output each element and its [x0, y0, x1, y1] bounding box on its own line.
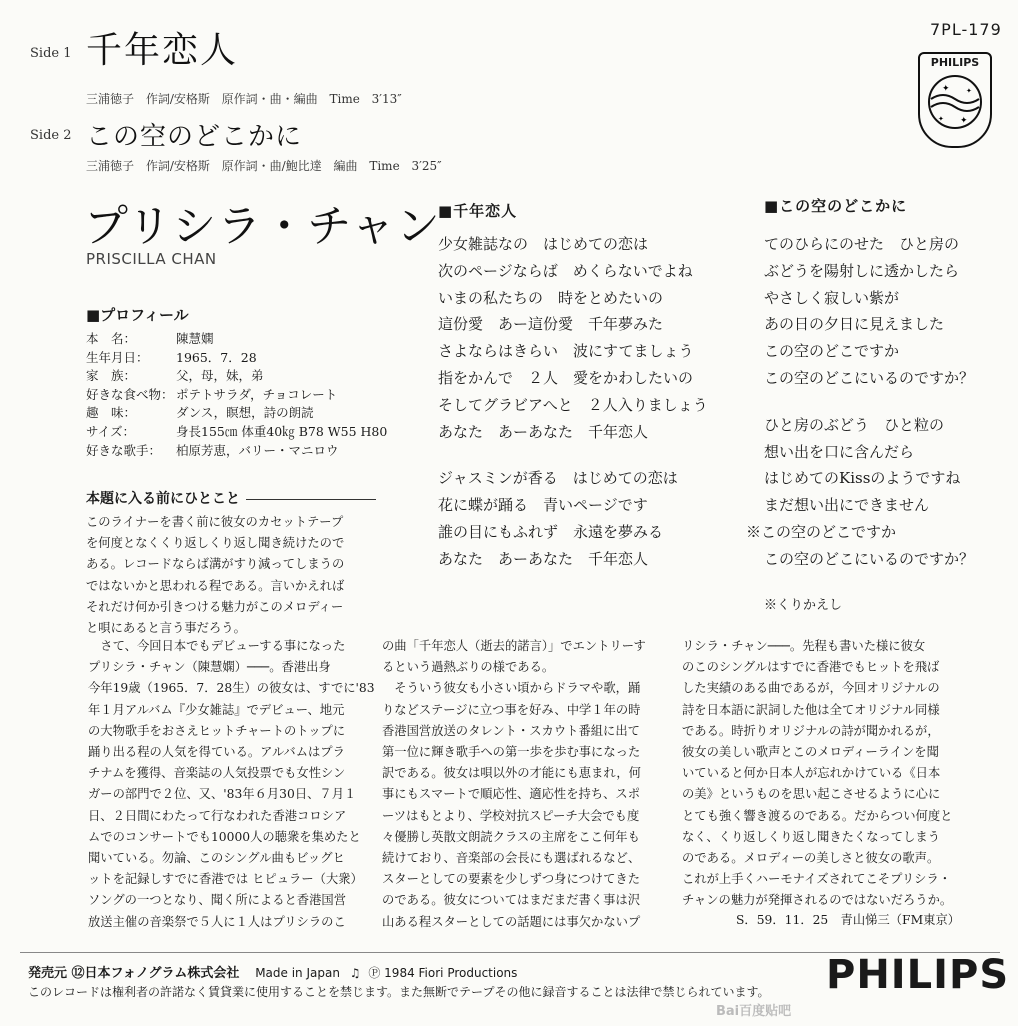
intro-heading: 本題に入る前にひとこと [86, 488, 376, 508]
intro-text: このライナーを書く前に彼女のカセットテープ を何度となくくり返しくり返し聞き続けたので ある。レコードならば溝がすり減ってしまうの ではないかと思われる程である。言いかえれば それだけ何か引きつける魅力がこのメロディー と唄にあると言う事だろう。 [86, 515, 345, 636]
lyrics-stanza: てのひらにのせた ひと房の ぶどうを陽射しに透かしたら やさしく寂しい紫が あの日の夕日に見えました この空のどこですか この空のどこにいるのですか？ [764, 235, 975, 387]
lyrics1-heading: ■千年恋人 [438, 202, 518, 220]
shield-emblem-icon [920, 69, 990, 139]
footer-notice: このレコードは権利者の許諾なく賃貸業に使用することを禁じます。また無断でテープその他に録音することは法律で禁じられています。 [28, 985, 770, 999]
watermark: Bai百度贴吧 [716, 1004, 792, 1019]
signature: S．59．11．25 青山悌三（FM東京） [736, 913, 961, 927]
essay-column-2: の曲「千年恋人（逝去的諾言）」でエントリーす るという過熱ぶりの様である。 そういう彼女も小さい頃からドラマや歌，踊 りなどステージに立つ事を好み、中学１年の時 香港国営放送のタレント・スカウト番組に出て 第一位に輝き歌手への第一歩を歩む事になった 訳である。彼女は唄以外の才能にも恵まれ，何 事にもスマートで順応性、適応性を持ち、スポ ーツはもとより、学校対抗スピーチ大会でも度 々優勝し英散文朗読クラスの主席をここ何年も 続けており、音楽部の会長にも選ばれるなど、 スターとしての要素を少しずつ身につけてきた のである。彼女についてはまだまだ書く事は沢 山ある程スターとしての話題には事欠かないプ [382, 639, 646, 929]
profile-table [86, 330, 387, 460]
logo-brand-text: PHILIPS [930, 56, 980, 69]
artist-name-jp: プリシラ・チャン [84, 201, 441, 252]
lyrics1-body [438, 231, 708, 593]
lyrics-stanza: ジャスミンが香る はじめての恋は 花に蝶が踊る 青いページです 誰の目にもふれず 永遠を夢みる あなた あーあなた 千年恋人 [438, 469, 678, 568]
made-in-japan: Made in Japan [255, 966, 340, 980]
lyrics2-heading: ■この空のどこかに [764, 197, 908, 215]
side2-label: Side 2 [30, 128, 72, 143]
distributor: 発売元 ⑫日本フォノグラム株式会社 [28, 966, 240, 981]
copyright: Ⓟ 1984 Fiori Productions [368, 966, 518, 980]
side1-title: 千年恋人 [86, 30, 239, 71]
side2-title: この空のどこかに [86, 122, 303, 152]
profile-row: サイズ： 身長155㎝ 体重40㎏ B78 W55 H80 [86, 423, 388, 439]
svg-text:✦: ✦ [942, 84, 950, 94]
footer-credits [28, 962, 517, 981]
music-note-icon: ♫ [349, 966, 361, 980]
lyrics-stanza: ひと房のぶどう ひと粒の 想い出を口に含んだら はじめてのKissのようですね まだ想い出にできません ※この空のどこですか この空のどこにいるのですか？ [746, 415, 975, 568]
philips-shield-icon [918, 52, 992, 148]
lyrics-stanza: ※くりかえし [764, 597, 843, 613]
profile-heading: ■プロフィール [86, 306, 189, 324]
heading-rule [246, 499, 376, 500]
side1-label: Side 1 [30, 46, 72, 61]
essay-column-1: さて、今回日本でもデビューする事になった プリシラ・チャン（陳慧嫻）───。香港出身 今年19歳（1965．7．28生）の彼女は、すでに'83 年１月アルバム『少女雑誌』でデビュー、地元 の大物歌手をおさえヒットチャートのトップに 踊り出る程の人気を得ている。アルバムはプラ チナムを獲得、音楽誌の人気投票でも女性シン ガーの部門で２位、又、'83年６月30日、７月１ 日、２日間にわたって行なわれた香港コロシア ムでのコンサートでも10000人の聴衆を集めたと 聞いている。勿論、このシングル曲もビッグヒ ットを記録しすでに香港では ヒピュラー（大衆） ソングの一つとなり、聞く所によると香港国営 放送主催の音楽祭で５人に１人はプリシラのこ [88, 639, 375, 929]
essay-column-3: リシラ・チャン───。先程も書いた様に彼女 のこのシングルはすでに香港でもヒットを飛ば した実績のある曲であるが，今回オリジナルの 詩を日本語に訳詞した他は全てオリジナル同様 である。時折りオリジナルの詩が聞かれるが， 彼女の美しい歌声とこのメロディーラインを聞 いていると何か日本人が忘れかけている《日本 の美》というものを思い起こさせるように心に とても強く響き渡るのである。だからつい何度と なく、くり返しくり返し聞きたくなってしまう のである。メロディーの美しさと彼女の歌声。 これが上手くハーモナイズされてこそプリシラ・ チャンの魅力が発揮されるのではないだろうか。 [682, 639, 953, 908]
artist-name-en: PRISCILLA CHAN [86, 250, 217, 268]
profile-row: 趣 味： ダンス，瞑想，詩の朗読 [86, 405, 314, 421]
profile-row: 好きな食べ物： ポテトサラダ，チョコレート [86, 386, 338, 402]
philips-wordmark: PHILIPS [826, 952, 1010, 998]
svg-text:✦: ✦ [966, 87, 972, 95]
profile-row: 本 名： 陳慧嫻 [86, 331, 214, 346]
profile-row: 好きな歌手： 柏原芳恵，バリー・マニロウ [86, 442, 339, 458]
lyrics-stanza: 少女雑誌なの はじめての恋は 次のページならば めくらないでよね いまの私たちの 時をとめたいの 這份愛 あー這份愛 千年夢みた さよならはきらい 波にすてましょう 指をかんで ２人 愛をかわしたいの そしてグラビアへと ２人入りましょう あなた あーあなた 千年恋人 [438, 235, 708, 441]
svg-text:✦: ✦ [938, 115, 944, 123]
side2-credits: 三浦徳子 作詞/安格斯 原作詞・曲/鮑比達 編曲 Time 3′25″ [86, 159, 442, 173]
svg-text:✦: ✦ [960, 116, 968, 126]
profile-row: 生年月日： 1965．7．28 [86, 349, 257, 365]
profile-row: 家 族： 父，母，妹，弟 [86, 368, 264, 384]
catalog-number: 7PL-179 [930, 20, 1002, 39]
side1-credits: 三浦徳子 作詞/安格斯 原作詞・曲・編曲 Time 3′13″ [86, 92, 402, 106]
lyrics2-body [746, 231, 975, 639]
